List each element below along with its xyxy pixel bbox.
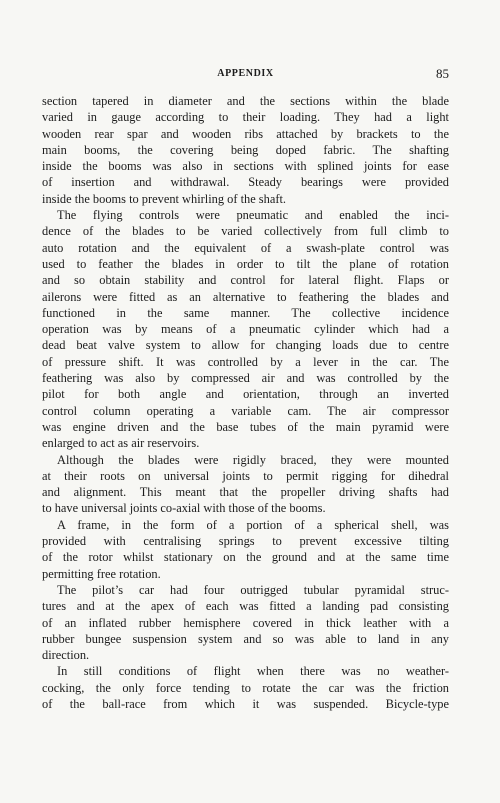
text-line: control column operating a variable cam. The air compressor [42, 403, 449, 418]
text-line: permitting free rotation. [42, 566, 161, 581]
page-header [42, 66, 449, 86]
text-line: dead beat valve system to allow for changing loads due to centre [42, 338, 449, 353]
text-line: auto rotation and the equivalent of a swash-plate control was [42, 240, 449, 255]
text-line: wooden rear spar and wooden ribs attached by brackets to the [42, 126, 449, 141]
text-line: Although the blades were rigidly braced, they were mounted [57, 452, 449, 467]
text-line: enlarged to act as air reservoirs. [42, 436, 200, 451]
text-line: In still conditions of flight when there was no weather- [57, 664, 449, 679]
text-line: The flying controls were pneumatic and enabled the inci- [57, 208, 449, 223]
text-line: pilot for both angle and orientation, through an inverted [42, 387, 449, 402]
body-text [42, 93, 449, 712]
text-line: inside the booms to prevent whirling of the shaft. [42, 191, 286, 206]
text-line: of pressure shift. It was controlled by a lever in the car. The [42, 354, 449, 369]
text-line: of the rotor whilst stationary on the ground and at the same time [42, 550, 449, 565]
text-line: tures and at the apex of each was fitted a landing pad consisting [42, 599, 449, 614]
text-line: and alignment. This meant that the propeller driving shafts had [42, 485, 449, 500]
text-line: A frame, in the form of a portion of a spherical shell, was [57, 517, 449, 532]
text-line: section tapered in diameter and the sections within the blade [42, 94, 449, 108]
text-line: rubber bungee suspension system and so was able to land in any [42, 631, 449, 646]
text-line: The pilot’s car had four outrigged tubular pyramidal struc- [57, 582, 449, 597]
page-number: 85 [436, 66, 449, 81]
text-line: of an inflated rubber hemisphere covered in thick leather with a [42, 615, 449, 630]
text-line: functioned in the same manner. The collective incidence [42, 305, 449, 320]
text-line: direction. [42, 648, 90, 663]
text-line: of the ball-race from which it was suspended. Bicycle-type [42, 696, 449, 711]
text-line: feathering was also by compressed air and was controlled by the [42, 371, 449, 386]
text-line: main booms, the covering being doped fabric. The shafting [42, 142, 449, 157]
text-line: cocking, the only force tending to rotate the car was the friction [42, 680, 449, 695]
text-line: varied in gauge according to their loading. They had a light [42, 110, 449, 125]
text-line: was engine driven and the base tubes of the main pyramid were [42, 419, 449, 434]
text-line: ailerons were fitted as an alternative to feathering the blades and [42, 289, 449, 304]
text-line: operation was by means of a pneumatic cylinder which had a [42, 322, 449, 337]
text-line: dence of the blades to be varied collectively from full climb to [42, 224, 449, 239]
text-line: and so obtain stability and control for lateral flight. Flaps or [42, 273, 449, 288]
running-head: APPENDIX [217, 68, 274, 79]
text-line: of insertion and withdrawal. Steady bearings were provided [42, 175, 449, 190]
text-line: at their roots on universal joints to permit rigging for dihedral [42, 468, 449, 483]
text-line: inside the booms was also in sections with splined joints for ease [42, 159, 449, 174]
text-line: provided with centralising springs to prevent excessive tilting [42, 534, 449, 549]
text-line: used to feather the blades in order to tilt the plane of rotation [42, 256, 449, 271]
text-line: to have universal joints co-axial with those of the booms. [42, 501, 326, 516]
